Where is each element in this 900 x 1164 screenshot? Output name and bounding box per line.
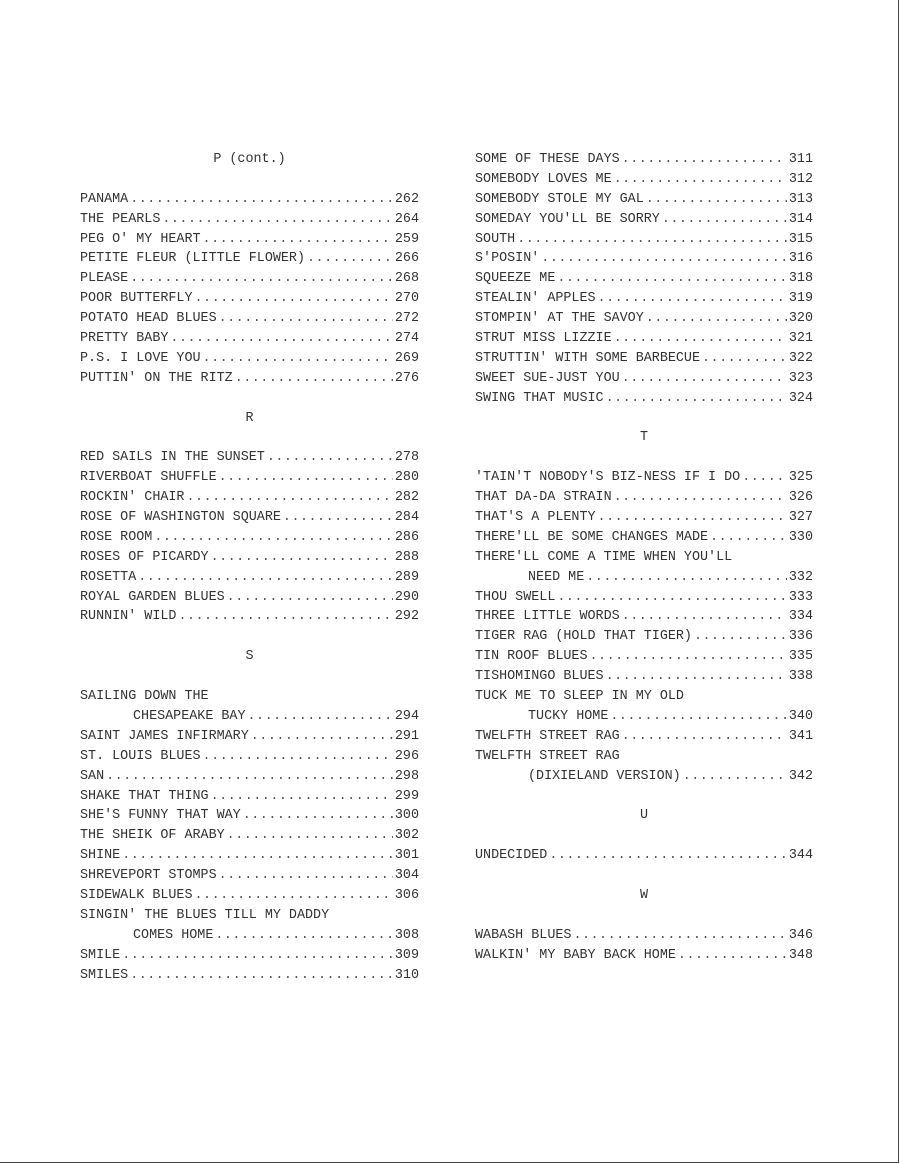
entry-page-number: 298 bbox=[394, 768, 419, 784]
dot-leader bbox=[622, 727, 787, 747]
index-column-left bbox=[80, 150, 419, 985]
dot-leader bbox=[130, 190, 393, 210]
entry-title: SHE'S FUNNY THAT WAY bbox=[80, 808, 241, 824]
index-entry bbox=[80, 488, 419, 508]
dot-leader bbox=[622, 607, 787, 627]
entry-title: CHESAPEAKE BAY bbox=[133, 708, 246, 724]
entry-page-number: 313 bbox=[788, 191, 813, 207]
index-entry bbox=[80, 329, 419, 349]
entry-title: COMES HOME bbox=[133, 927, 214, 943]
index-entry bbox=[80, 767, 419, 787]
index-entry bbox=[475, 468, 813, 488]
dot-leader bbox=[195, 289, 393, 309]
entry-title: SHINE bbox=[80, 848, 121, 864]
entry-page-number: 310 bbox=[394, 967, 419, 983]
entry-title: THERE'LL BE SOME CHANGES MADE bbox=[475, 529, 709, 545]
index-entry bbox=[80, 289, 419, 309]
index-entry bbox=[80, 369, 419, 389]
dot-leader bbox=[219, 866, 393, 886]
dot-leader bbox=[138, 568, 393, 588]
dot-leader bbox=[248, 707, 393, 727]
index-entry bbox=[475, 210, 813, 230]
section-heading-u: U bbox=[639, 808, 649, 824]
index-entry-line bbox=[475, 687, 813, 707]
entry-title: ROSE ROOM bbox=[80, 529, 153, 545]
entry-page-number: 299 bbox=[394, 788, 419, 804]
entry-title: SWING THAT MUSIC bbox=[475, 390, 604, 406]
entry-page-number: 308 bbox=[394, 927, 419, 943]
entry-page-number: 284 bbox=[394, 510, 419, 526]
dot-leader bbox=[154, 528, 393, 548]
entry-title: POOR BUTTERFLY bbox=[80, 291, 193, 307]
index-entry bbox=[80, 866, 419, 886]
entry-title: WALKIN' MY BABY BACK HOME bbox=[475, 947, 676, 963]
dot-leader bbox=[678, 946, 787, 966]
dot-leader bbox=[219, 309, 393, 329]
index-entry bbox=[475, 190, 813, 210]
entry-page-number: 315 bbox=[788, 231, 813, 247]
index-entry bbox=[475, 150, 813, 170]
dot-leader bbox=[162, 210, 393, 230]
entry-page-number: 323 bbox=[788, 370, 813, 386]
dot-leader bbox=[235, 369, 393, 389]
entry-title: SHREVEPORT STOMPS bbox=[80, 868, 217, 884]
dot-leader bbox=[227, 826, 393, 846]
entry-page-number: 330 bbox=[788, 529, 813, 545]
entry-title: ROCKIN' CHAIR bbox=[80, 490, 185, 506]
dot-leader bbox=[170, 329, 392, 349]
index-entry bbox=[80, 468, 419, 488]
index-entry bbox=[475, 667, 813, 687]
entry-title: TWELFTH STREET RAG bbox=[475, 728, 620, 744]
dot-leader bbox=[610, 707, 787, 727]
index-entry bbox=[475, 568, 813, 588]
entry-page-number: 302 bbox=[394, 828, 419, 844]
entry-title: PLEASE bbox=[80, 271, 129, 287]
dot-leader bbox=[178, 607, 392, 627]
entry-title: STRUTTIN' WITH SOME BARBECUE bbox=[475, 350, 700, 366]
entry-page-number: 294 bbox=[394, 708, 419, 724]
entry-title: WABASH BLUES bbox=[475, 927, 572, 943]
entry-page-number: 274 bbox=[394, 331, 419, 347]
entry-page-number: 348 bbox=[788, 947, 813, 963]
entry-page-number: 280 bbox=[394, 470, 419, 486]
entry-title: THAT DA-DA STRAIN bbox=[475, 490, 612, 506]
entry-page-number: 336 bbox=[788, 629, 813, 645]
index-entry bbox=[475, 349, 813, 369]
index-entry bbox=[80, 607, 419, 627]
section-heading-s: S bbox=[245, 649, 254, 665]
entry-page-number: 309 bbox=[394, 947, 419, 963]
entry-title: NEED ME bbox=[528, 569, 585, 585]
entry-page-number: 304 bbox=[394, 868, 419, 884]
entry-page-number: 278 bbox=[394, 450, 419, 466]
dot-leader bbox=[195, 886, 393, 906]
index-entry bbox=[475, 249, 813, 269]
entry-page-number: 327 bbox=[788, 510, 813, 526]
dot-leader bbox=[646, 309, 787, 329]
spacer bbox=[475, 906, 813, 926]
spacer bbox=[475, 448, 813, 468]
entry-title: RED SAILS IN THE SUNSET bbox=[80, 450, 265, 466]
entry-page-number: 292 bbox=[394, 609, 419, 625]
entry-title: SINGIN' THE BLUES TILL MY DADDY bbox=[80, 907, 330, 923]
index-entry bbox=[80, 210, 419, 230]
dot-leader bbox=[590, 647, 787, 667]
index-entry-line bbox=[475, 747, 813, 767]
dot-leader bbox=[122, 846, 393, 866]
entry-title: STRUT MISS LIZZIE bbox=[475, 331, 612, 347]
entry-title: SIDEWALK BLUES bbox=[80, 887, 193, 903]
entry-page-number: 320 bbox=[788, 311, 813, 327]
entry-title: (DIXIELAND VERSION) bbox=[528, 768, 681, 784]
dot-leader bbox=[517, 230, 787, 250]
entry-title: ST. LOUIS BLUES bbox=[80, 748, 201, 764]
entry-page-number: 264 bbox=[394, 211, 419, 227]
entry-page-number: 341 bbox=[788, 728, 813, 744]
entry-page-number: 318 bbox=[788, 271, 813, 287]
index-entry bbox=[80, 249, 419, 269]
dot-leader bbox=[622, 150, 787, 170]
entry-page-number: 282 bbox=[394, 490, 419, 506]
entry-page-number: 296 bbox=[394, 748, 419, 764]
spacer bbox=[80, 667, 419, 687]
entry-page-number: 306 bbox=[394, 887, 419, 903]
index-entry bbox=[80, 548, 419, 568]
dot-leader bbox=[694, 627, 787, 647]
spacer bbox=[475, 787, 813, 807]
dot-leader bbox=[227, 588, 393, 608]
index-entry bbox=[80, 508, 419, 528]
entry-title: TISHOMINGO BLUES bbox=[475, 669, 604, 685]
dot-leader bbox=[203, 230, 393, 250]
entry-page-number: 324 bbox=[788, 390, 813, 406]
dot-leader bbox=[606, 667, 787, 687]
spacer bbox=[475, 409, 813, 429]
entry-title: SOMEDAY YOU'LL BE SORRY bbox=[475, 211, 660, 227]
entry-title: 'TAIN'T NOBODY'S BIZ-NESS IF I DO bbox=[475, 470, 741, 486]
index-entry bbox=[80, 230, 419, 250]
entry-title: RIVERBOAT SHUFFLE bbox=[80, 470, 217, 486]
entry-page-number: 301 bbox=[394, 848, 419, 864]
dot-leader bbox=[606, 389, 787, 409]
index-entry bbox=[80, 846, 419, 866]
entry-title: TUCK ME TO SLEEP IN MY OLD bbox=[475, 689, 684, 705]
index-entry bbox=[475, 230, 813, 250]
index-entry bbox=[80, 707, 419, 727]
entry-title: ROYAL GARDEN BLUES bbox=[80, 589, 225, 605]
dot-leader bbox=[215, 926, 393, 946]
index-entry bbox=[80, 787, 419, 807]
spacer bbox=[475, 826, 813, 846]
index-entry bbox=[475, 170, 813, 190]
section-heading-t: T bbox=[639, 430, 649, 446]
index-entry bbox=[80, 528, 419, 548]
spacer bbox=[80, 428, 419, 448]
dot-leader bbox=[203, 747, 393, 767]
entry-page-number: 266 bbox=[394, 251, 419, 267]
index-column-right bbox=[475, 150, 813, 966]
index-entry-line bbox=[80, 687, 419, 707]
entry-page-number: 344 bbox=[788, 848, 813, 864]
entry-page-number: 335 bbox=[788, 649, 813, 665]
entry-page-number: 259 bbox=[394, 231, 419, 247]
index-entry bbox=[475, 488, 813, 508]
index-entry bbox=[80, 806, 419, 826]
index-entry bbox=[475, 767, 813, 787]
dot-leader bbox=[614, 170, 787, 190]
index-entry bbox=[80, 926, 419, 946]
index-entry bbox=[475, 707, 813, 727]
index-entry bbox=[475, 647, 813, 667]
entry-title: PANAMA bbox=[80, 191, 129, 207]
spacer bbox=[80, 170, 419, 190]
entry-page-number: 346 bbox=[788, 927, 813, 943]
entry-title: THE SHEIK OF ARABY bbox=[80, 828, 225, 844]
entry-title: RUNNIN' WILD bbox=[80, 609, 177, 625]
entry-title: ROSES OF PICARDY bbox=[80, 549, 209, 565]
entry-title: PETITE FLEUR (LITTLE FLOWER) bbox=[80, 251, 305, 267]
entry-page-number: 262 bbox=[394, 191, 419, 207]
section-heading-p-cont: P (cont.) bbox=[213, 152, 286, 167]
index-entry bbox=[80, 966, 419, 986]
entry-page-number: 286 bbox=[394, 529, 419, 545]
entry-title: TUCKY HOME bbox=[528, 708, 609, 724]
entry-page-number: 311 bbox=[788, 152, 813, 167]
entry-page-number: 316 bbox=[788, 251, 813, 267]
entry-page-number: 326 bbox=[788, 490, 813, 506]
dot-leader bbox=[243, 806, 393, 826]
entry-title: SWEET SUE-JUST YOU bbox=[475, 370, 620, 386]
entry-title: THOU SWELL bbox=[475, 589, 556, 605]
entry-page-number: 300 bbox=[394, 808, 419, 824]
dot-leader bbox=[622, 369, 787, 389]
entry-title: SAINT JAMES INFIRMARY bbox=[80, 728, 249, 744]
entry-page-number: 322 bbox=[788, 350, 813, 366]
index-entry bbox=[80, 588, 419, 608]
entry-title: TIN ROOF BLUES bbox=[475, 649, 588, 665]
entry-page-number: 291 bbox=[394, 728, 419, 744]
entry-page-number: 321 bbox=[788, 331, 813, 347]
entry-page-number: 338 bbox=[788, 669, 813, 685]
entry-page-number: 276 bbox=[394, 370, 419, 386]
index-entry bbox=[475, 369, 813, 389]
index-entry bbox=[475, 329, 813, 349]
entry-title: POTATO HEAD BLUES bbox=[80, 311, 217, 327]
section-heading-r: R bbox=[245, 410, 254, 426]
index-entry bbox=[475, 607, 813, 627]
entry-title: SHAKE THAT THING bbox=[80, 788, 209, 804]
dot-leader bbox=[267, 448, 393, 468]
index-entry bbox=[475, 727, 813, 747]
dot-leader bbox=[211, 548, 393, 568]
dot-leader bbox=[541, 249, 787, 269]
dot-leader bbox=[573, 926, 786, 946]
entry-title: PEG O' MY HEART bbox=[80, 231, 201, 247]
entry-title: TWELFTH STREET RAG bbox=[475, 748, 620, 764]
dot-leader bbox=[614, 488, 787, 508]
entry-page-number: 269 bbox=[394, 350, 419, 366]
entry-page-number: 325 bbox=[788, 470, 813, 486]
entry-title: UNDECIDED bbox=[475, 848, 548, 864]
entry-page-number: 289 bbox=[394, 569, 419, 585]
dot-leader bbox=[646, 190, 787, 210]
index-entry-line bbox=[475, 548, 813, 568]
dot-leader bbox=[211, 787, 393, 807]
index-entry bbox=[80, 349, 419, 369]
entry-title: P.S. I LOVE YOU bbox=[80, 350, 201, 366]
dot-leader bbox=[742, 468, 787, 488]
dot-leader bbox=[251, 727, 393, 747]
dot-leader bbox=[557, 269, 787, 289]
spacer bbox=[80, 627, 419, 647]
entry-page-number: 288 bbox=[394, 549, 419, 565]
index-entry bbox=[475, 588, 813, 608]
index-entry bbox=[80, 946, 419, 966]
entry-page-number: 342 bbox=[788, 768, 813, 784]
entry-page-number: 312 bbox=[788, 171, 813, 187]
entry-title: THREE LITTLE WORDS bbox=[475, 609, 620, 625]
entry-page-number: 334 bbox=[788, 609, 813, 625]
index-entry bbox=[80, 568, 419, 588]
index-entry bbox=[80, 747, 419, 767]
entry-title: STEALIN' APPLES bbox=[475, 291, 596, 307]
entry-title: THERE'LL COME A TIME WHEN YOU'LL bbox=[475, 549, 733, 565]
index-entry bbox=[80, 269, 419, 289]
index-entry bbox=[475, 389, 813, 409]
dot-leader bbox=[710, 528, 787, 548]
entry-title: THE PEARLS bbox=[80, 211, 161, 227]
dot-leader bbox=[683, 767, 787, 787]
entry-page-number: 314 bbox=[788, 211, 813, 227]
dot-leader bbox=[283, 508, 393, 528]
entry-title: SAN bbox=[80, 768, 105, 784]
entry-title: SOMEBODY LOVES ME bbox=[475, 171, 612, 187]
entry-title: PRETTY BABY bbox=[80, 331, 169, 347]
index-entry bbox=[475, 528, 813, 548]
index-entry bbox=[475, 508, 813, 528]
entry-title: ROSE OF WASHINGTON SQUARE bbox=[80, 510, 281, 526]
entry-page-number: 272 bbox=[394, 311, 419, 327]
index-entry bbox=[475, 627, 813, 647]
dot-leader bbox=[130, 269, 393, 289]
dot-leader bbox=[130, 966, 393, 986]
entry-title: SMILES bbox=[80, 967, 129, 983]
entry-page-number: 333 bbox=[788, 589, 813, 605]
entry-page-number: 319 bbox=[788, 291, 813, 307]
spacer bbox=[475, 866, 813, 886]
index-entry bbox=[475, 926, 813, 946]
index-entry bbox=[475, 946, 813, 966]
dot-leader bbox=[219, 468, 393, 488]
index-entry bbox=[80, 190, 419, 210]
dot-leader bbox=[662, 210, 787, 230]
dot-leader bbox=[203, 349, 393, 369]
index-entry bbox=[80, 727, 419, 747]
entry-title: PUTTIN' ON THE RITZ bbox=[80, 370, 233, 386]
entry-title: STOMPIN' AT THE SAVOY bbox=[475, 311, 644, 327]
entry-page-number: 340 bbox=[788, 708, 813, 724]
entry-page-number: 290 bbox=[394, 589, 419, 605]
index-entry bbox=[80, 826, 419, 846]
entry-title: TIGER RAG (HOLD THAT TIGER) bbox=[475, 629, 692, 645]
dot-leader bbox=[106, 767, 393, 787]
entry-title: SOME OF THESE DAYS bbox=[475, 152, 620, 167]
spacer bbox=[80, 389, 419, 409]
entry-title: SAILING DOWN THE bbox=[80, 689, 209, 705]
entry-title: THAT'S A PLENTY bbox=[475, 510, 596, 526]
dot-leader bbox=[122, 946, 393, 966]
index-entry bbox=[475, 309, 813, 329]
entry-title: ROSETTA bbox=[80, 569, 137, 585]
index-entry-line bbox=[80, 906, 419, 926]
entry-page-number: 332 bbox=[788, 569, 813, 585]
entry-title: S'POSIN' bbox=[475, 251, 540, 267]
dot-leader bbox=[307, 249, 393, 269]
dot-leader bbox=[549, 846, 787, 866]
entry-title: SQUEEZE ME bbox=[475, 271, 556, 287]
entry-title: SMILE bbox=[80, 947, 121, 963]
dot-leader bbox=[702, 349, 787, 369]
index-entry bbox=[80, 886, 419, 906]
index-entry bbox=[475, 289, 813, 309]
index-entry bbox=[475, 269, 813, 289]
index-entry bbox=[80, 309, 419, 329]
entry-title: SOMEBODY STOLE MY GAL bbox=[475, 191, 644, 207]
dot-leader bbox=[598, 508, 787, 528]
entry-title: SOUTH bbox=[475, 231, 516, 247]
entry-page-number: 268 bbox=[394, 271, 419, 287]
index-entry bbox=[80, 448, 419, 468]
index-entry bbox=[475, 846, 813, 866]
dot-leader bbox=[598, 289, 787, 309]
dot-leader bbox=[557, 588, 787, 608]
dot-leader bbox=[186, 488, 392, 508]
dot-leader bbox=[586, 568, 787, 588]
dot-leader bbox=[614, 329, 787, 349]
section-heading-w: W bbox=[639, 887, 649, 903]
entry-page-number: 270 bbox=[394, 291, 419, 307]
